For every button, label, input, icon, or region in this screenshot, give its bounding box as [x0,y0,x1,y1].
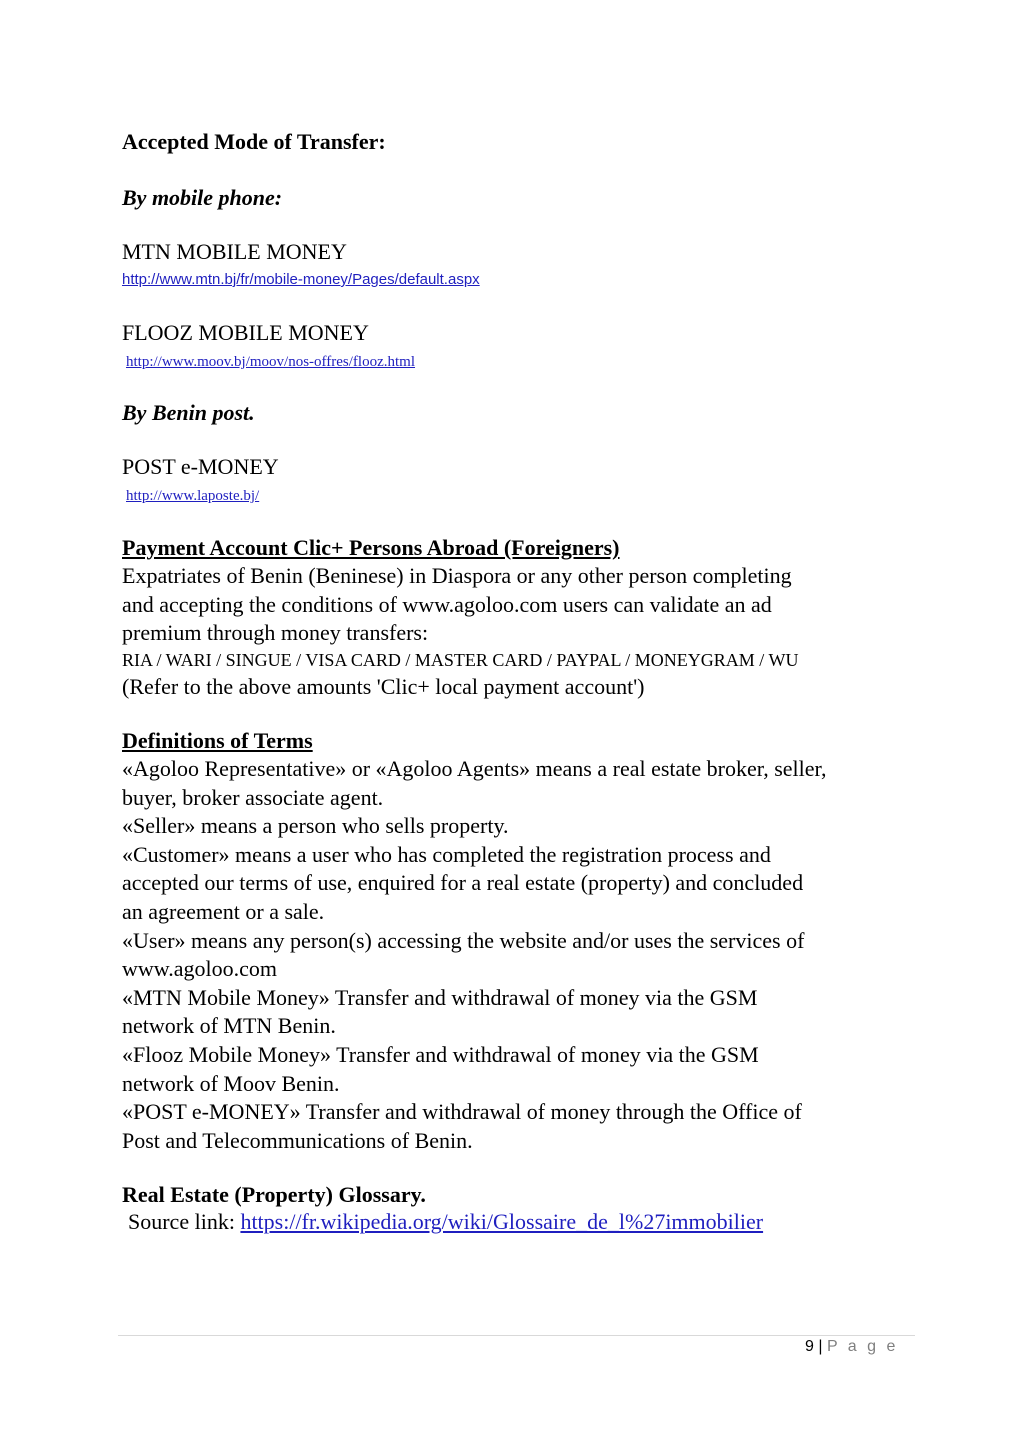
mtn-label: MTN MOBILE MONEY [122,239,347,264]
footer-separator: | [818,1338,823,1355]
definition-line: «Agoloo Representative» or «Agoloo Agents» means a real estate broker, seller, [122,756,827,781]
definition-line: «MTN Mobile Money» Transfer and withdrawal of money via the GSM [122,984,758,1010]
glossary-source [128,1209,763,1235]
benin-post-heading: By Benin post. [122,400,255,425]
footer-divider [118,1335,915,1336]
abroad-note: (Refer to the above amounts 'Clic+ local payment account') [122,674,645,699]
page-number: 9 [805,1338,814,1355]
payment-methods: RIA / WARI / SINGUE / VISA CARD / MASTER CARD / PAYPAL / MONEYGRAM / WU [122,650,799,670]
definition-line: «Flooz Mobile Money» Transfer and withdrawal of money via the GSM [122,1041,759,1067]
source-label: Source link: [128,1209,235,1234]
definition-line: www.agoloo.com [122,956,277,982]
flooz-link[interactable]: http://www.moov.bj/moov/nos-offres/flooz.html [126,354,416,370]
post-link[interactable]: http://www.laposte.bj/ [126,488,260,504]
definition-line: network of MTN Benin. [122,1013,336,1039]
definition-line: «User» means any person(s) accessing the website and/or uses the services of [122,927,805,953]
definition-line: network of Moov Benin. [122,1070,340,1096]
post-emoney-label: POST e-MONEY [122,454,279,479]
page-footer [805,1338,898,1356]
mtn-link[interactable]: http://www.mtn.bj/fr/mobile-money/Pages/default.aspx [122,271,480,288]
definition-line: «Customer» means a user who has completed the registration process and [122,841,771,867]
abroad-line: premium through money transfers: [122,620,429,646]
flooz-label: FLOOZ MOBILE MONEY [122,320,369,345]
definitions-paragraph [122,755,922,1155]
abroad-paragraph [122,562,922,648]
transfer-heading: Accepted Mode of Transfer: [122,129,386,154]
abroad-heading: Payment Account Clic+ Persons Abroad (Foreigners) [122,535,620,560]
definition-line: Post and Telecommunications of Benin. [122,1127,473,1153]
abroad-line: and accepting the conditions of www.agoloo.com users can validate an ad [122,591,772,617]
glossary-source-link[interactable]: https://fr.wikipedia.org/wiki/Glossaire_de_l%27immobilier [240,1209,764,1234]
abroad-line: Expatriates of Benin (Beninese) in Diaspora or any other person completing [122,563,792,588]
mobile-phone-heading: By mobile phone: [122,185,283,210]
glossary-heading: Real Estate (Property) Glossary. [122,1182,426,1207]
page-word: P a g e [826,1338,899,1355]
definition-line: «POST e-MONEY» Transfer and withdrawal of money through the Office of [122,1099,802,1125]
definition-line: accepted our terms of use, enquired for a real estate (property) and concluded [122,870,804,896]
definitions-heading: Definitions of Terms [122,728,313,753]
definition-line: «Seller» means a person who sells property. [122,813,509,839]
definition-line: buyer, broker associate agent. [122,784,384,810]
definition-line: an agreement or a sale. [122,898,325,924]
